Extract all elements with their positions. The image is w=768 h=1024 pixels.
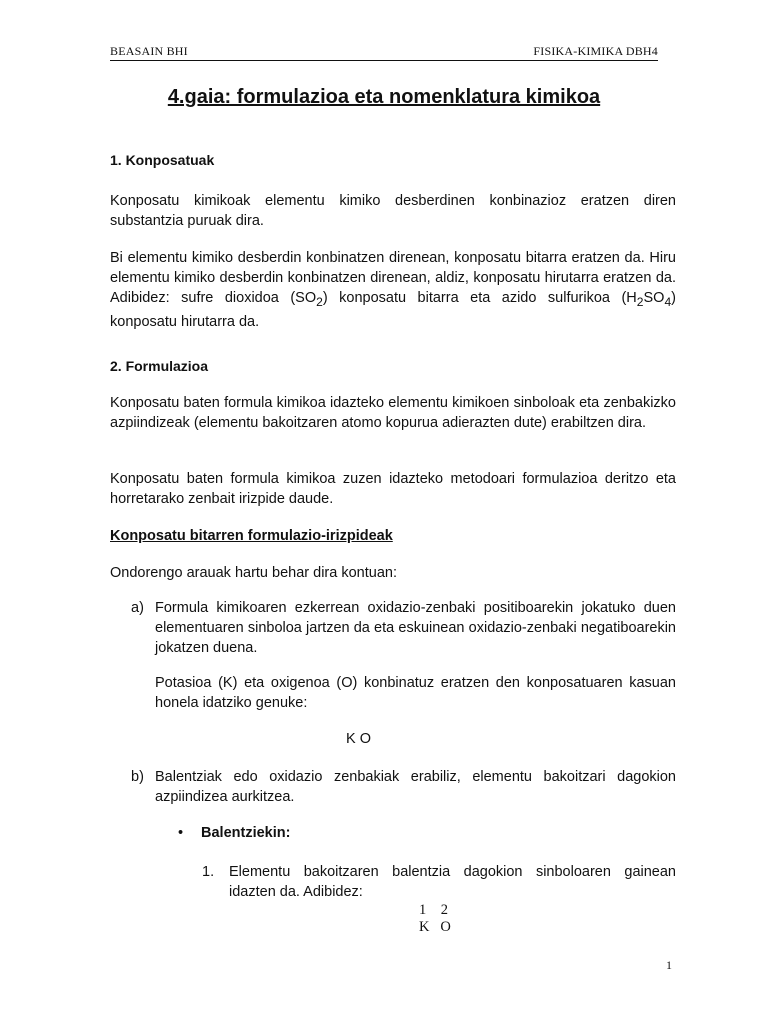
formula-ko: K O (346, 731, 371, 747)
page-header (110, 42, 658, 61)
step-1-text: Elementu bakoitzaren balentzia dagokion sinboloaren gainean idazten da. Adibidez: (229, 864, 676, 900)
subscript: 4 (664, 294, 672, 309)
list-item-a-text: Formula kimikoaren ezkerrean oxidazio-zenbaki positiboarekin jokatuko duen elementuaren sinboloa jartzen da eta eskuinean oxidazio-zenbaki negatiboarekin jokatzen duena. (155, 600, 676, 656)
paragraph-formula-definition: Konposatu baten formula kimikoa idazteko elementu kimikoen sinboloak eta zenbakizko azpiindizeak (elementu bakoitzaren atomo kopurua adierazten dute) erabiltzen dira. (110, 395, 676, 431)
list-item-a-example: Potasioa (K) eta oxigenoa (O) konbinatuz eratzen den konposatuaren kasuan honela idatziko genuke: (155, 675, 676, 711)
paragraph-intro-rules: Ondorengo arauak hartu behar dira kontuan: (110, 565, 397, 581)
subscript: 2 (636, 294, 644, 309)
paragraph-text-part: SO (643, 290, 665, 306)
page-title: 4.gaia: formulazioa eta nomenklatura kimikoa (167, 86, 601, 108)
paragraph-bitar-hirutar (110, 248, 676, 332)
header-school: BEASAIN BHI (110, 44, 188, 58)
bullet-icon: • (178, 825, 184, 841)
section-heading-formulazioa: 2. Formulazioa (110, 358, 209, 374)
paragraph-text-part: Bi elementu kimiko desberdin konbinatzen direnean, konposatu bitarra eratzen da. Hiru elementu kimiko desberdin konbinatzen direnean, aldiz, konposatu hirutarra eratzen da. Adibidez: sufre dioxidoa (SO (110, 250, 676, 306)
list-label-b: b) (131, 769, 144, 785)
valence-values: 1 2 (419, 902, 448, 918)
paragraph-konposatuak-definition: Konposatu kimikoak elementu kimiko desberdinen konbinazioz eratzen diren substantzia puruak dira. (110, 193, 676, 229)
paragraph-text-part: ) konposatu bitarra eta azido sulfurikoa (H (322, 290, 637, 306)
header-subject: FISIKA-KIMIKA DBH4 (533, 44, 658, 58)
paragraph-text-part: ) konposatu hirutarra da. (110, 290, 676, 330)
subscript: 2 (316, 294, 323, 309)
step-number-1: 1. (202, 864, 215, 880)
paragraph-formulazioa-definition: Konposatu baten formula kimikoa zuzen idazteko metodoari formulazioa deritzo eta horretarako zenbait irizpide daude. (110, 471, 676, 507)
bullet-balentziekin: Balentziekin: (201, 825, 291, 841)
list-item-b-text: Balentziak edo oxidazio zenbakiak erabiliz, elementu bakoitzari dagokion azpiindizea aurkitzea. (155, 769, 676, 805)
section-heading-konposatuak: 1. Konposatuak (110, 152, 215, 168)
subheading-irizpideak: Konposatu bitarren formulazio-irizpideak (110, 528, 393, 544)
list-label-a: a) (131, 600, 144, 616)
page-number: 1 (666, 958, 672, 972)
valence-symbols: K O (419, 919, 451, 935)
